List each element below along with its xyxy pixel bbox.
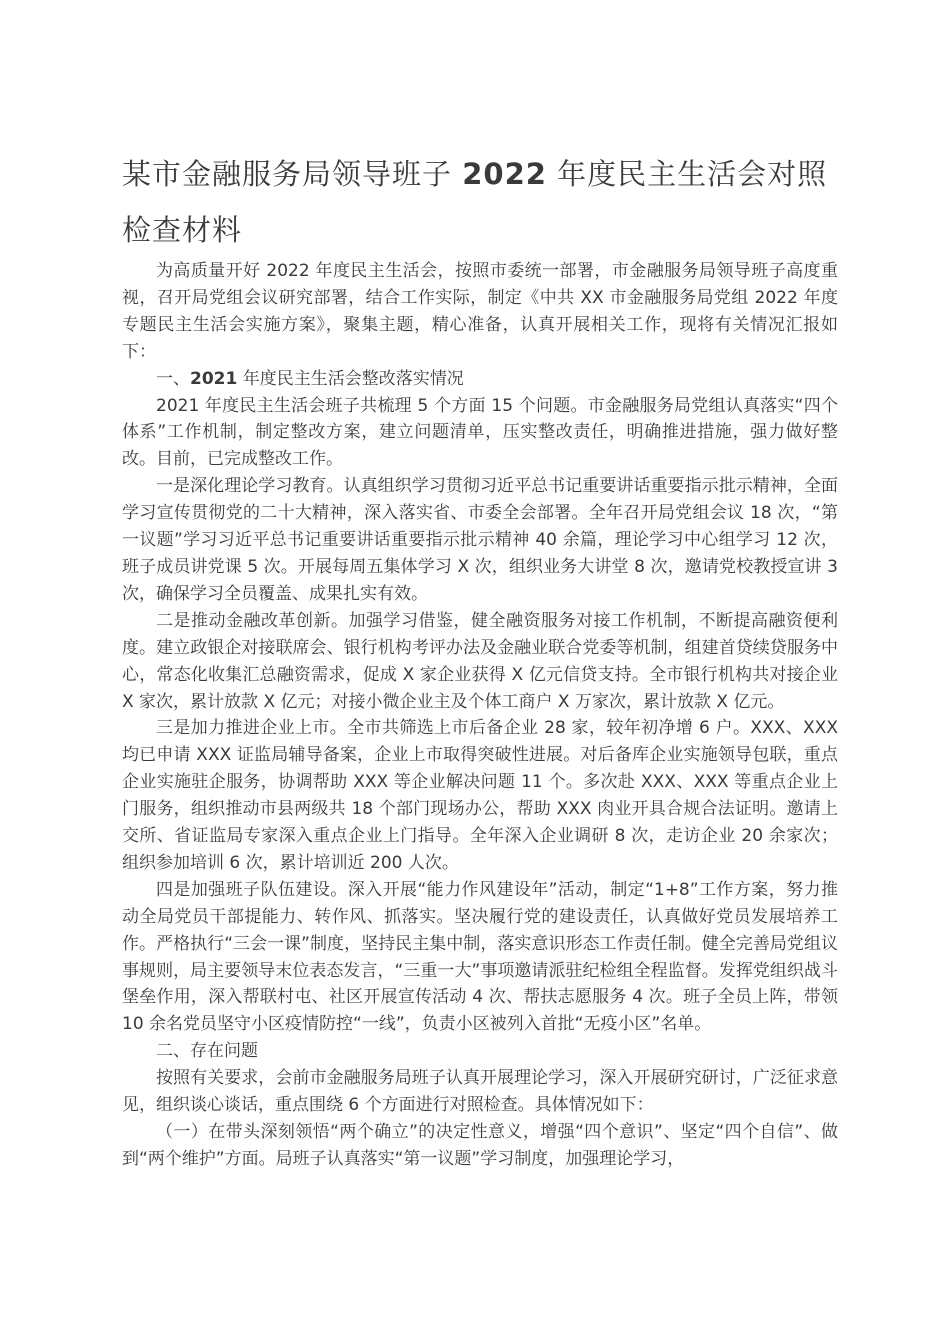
section1-paragraph: 一是深化理论学习教育。认真组织学习贯彻习近平总书记重要讲话重要指示批示精神，全面学习宣传贯彻党的二十大精神，深入落实省、市委全会部署。全年召开局党组会议 18 次，“第一议题”学习习近平总书记重要讲话重要指示批示精神 40 余篇，理论学习中心组学习 12 次，班子成员讲党课 5 次。开展每周五集体学习 X 次，组织业务大讲堂 8 次，邀请党校教授宣讲 3 次，确保学习全员覆盖、成果扎实有效。	[122, 476, 838, 604]
section1-paragraph: 二是推动金融改革创新。加强学习借鉴，健全融资服务对接工作机制，不断提高融资便利度。建立政银企对接联席会、银行机构考评办法及金融业联合党委等机制，组建首贷续贷服务中心，常态化收集汇总融资需求，促成 X 家企业获得 X 亿元信贷支持。全市银行机构共对接企业 X 家次，累计放款 X 亿元；对接小微企业主及个体工商户 X 万家次，累计放款 X 亿元。	[122, 610, 838, 712]
section1-paragraph: 三是加力推进企业上市。全市共筛选上市后备企业 28 家，较年初净增 6 户。XXX、XXX 均已申请 XXX 证监局辅导备案，企业上市取得突破性进展。对后备库企业实施领导包联，重点企业实施驻企服务，协调帮助 XXX 等企业解决问题 11 个。多次赴 XXX、XXX 等重点企业上门服务，组织推动市县两级共 18 个部门现场办公，帮助 XXX 肉业开具合规合法证明。邀请上交所、省证监局专家深入重点企业上门指导。全年深入企业调研 8 次，走访企业 20 余家次；组织参加培训 6 次，累计培训近 200 人次。	[122, 718, 838, 873]
document-title	[122, 146, 842, 258]
heading1-prefix: 一、	[156, 368, 190, 389]
document-body	[122, 258, 838, 1173]
section2-paragraph: （一）在带头深刻领悟“两个确立”的决定性意义，增强“四个意识”、坚定“四个自信”、做到“两个维护”方面。局班子认真落实“第一议题”学习制度，加强理论学习，	[122, 1122, 838, 1169]
section1-paragraph: 2021 年度民主生活会班子共梳理 5 个方面 15 个问题。市金融服务局党组认真落实“四个体系”工作机制，制定整改方案，建立问题清单，压实整改责任，明确推进措施，强力做好整改。目前，已完成整改工作。	[122, 395, 838, 470]
section-heading-1	[122, 366, 838, 393]
section1-paragraph: 四是加强班子队伍建设。深入开展“能力作风建设年”活动，制定“1+8”工作方案，努力推动全局党员干部提能力、转作风、抓落实。坚决履行党的建设责任，认真做好党员发展培养工作。严格执行“三会一课”制度，坚持民主集中制，落实意识形态工作责任制。健全完善局党组议事规则，局主要领导末位表态发言，“三重一大”事项邀请派驻纪检组全程监督。发挥党组织战斗堡垒作用，深入帮联村屯、社区开展宣传活动 4 次、帮扶志愿服务 4 次。班子全员上阵，带领 10 余名党员坚守小区疫情防控“一线”，负责小区被列入首批“无疫小区”名单。	[122, 879, 838, 1035]
intro-paragraph: 为高质量开好 2022 年度民主生活会，按照市委统一部署，市金融服务局领导班子高度重视，召开局党组会议研究部署，结合工作实际，制定《中共 XX 市金融服务局党组 2022 年度专题民主生活会实施方案》，聚集主题，精心准备，认真开展相关工作，现将有关情况汇报如下：	[122, 261, 838, 362]
heading1-rest: 年度民主生活会整改落实情况	[237, 368, 464, 389]
title-part2: 年度民主生活会对照检查材料	[122, 157, 828, 247]
section2-paragraph: 按照有关要求，会前市金融服务局班子认真开展理论学习，深入开展研究研讨，广泛征求意见，组织谈心谈话，重点围绕 6 个方面进行对照检查。具体情况如下：	[122, 1068, 838, 1116]
section-heading-2: 二、存在问题	[156, 1041, 258, 1062]
title-part1: 某市金融服务局领导班子	[122, 157, 453, 191]
title-year: 2022	[462, 157, 547, 191]
heading1-year: 2021	[190, 368, 238, 389]
